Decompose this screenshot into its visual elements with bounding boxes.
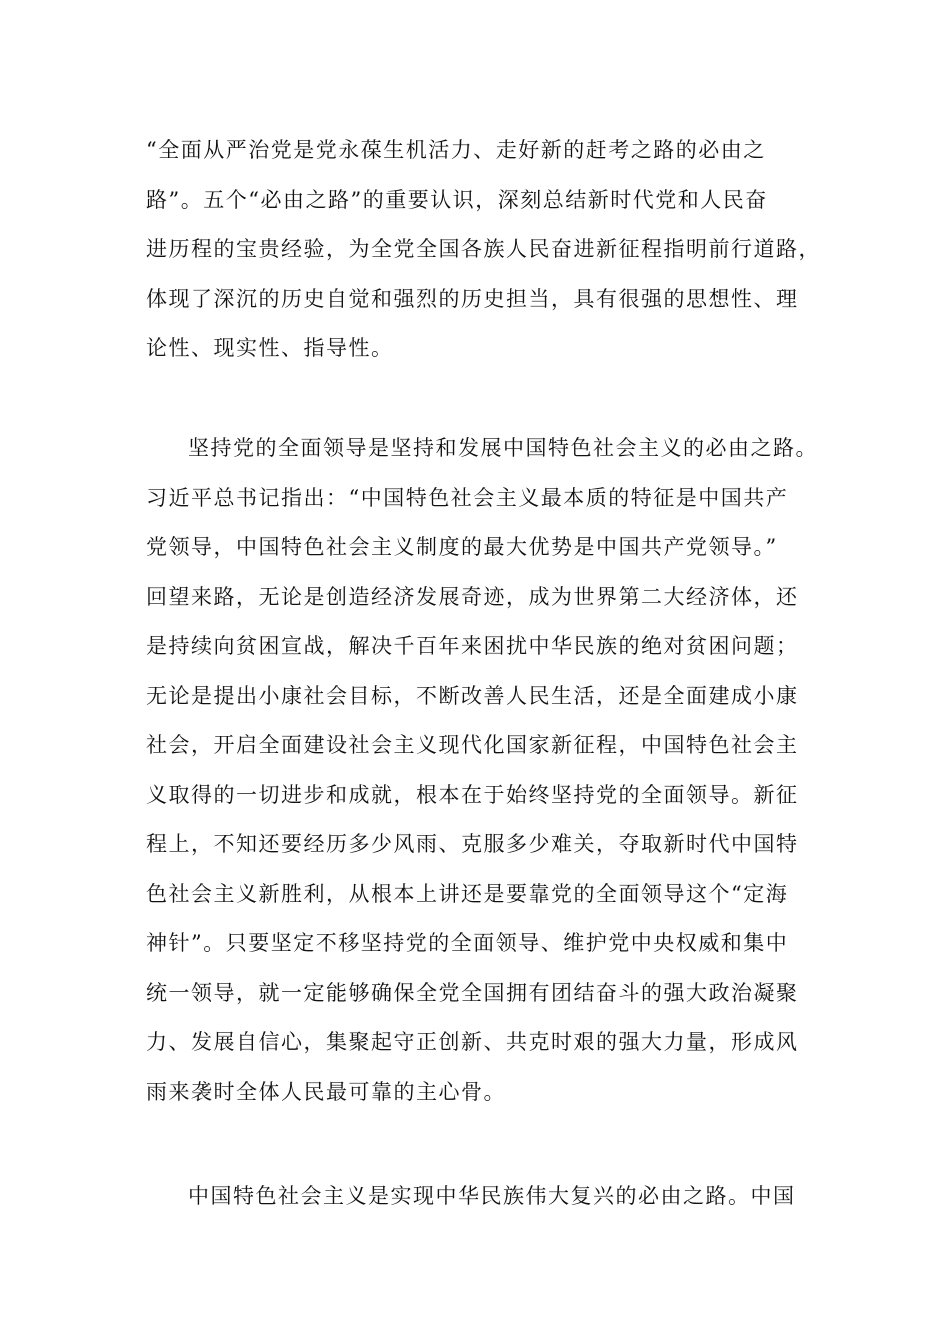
paragraph-3 [146, 1172, 826, 1222]
paragraph-2-line-11: 神针”。只要坚定不移坚持党的全面领导、维护党中央权威和集中 [146, 931, 789, 955]
paragraph-2-line-1: 坚持党的全面领导是坚持和发展中国特色社会主义的必由之路。 [188, 436, 818, 460]
paragraph-2-line-8: 义取得的一切进步和成就，根本在于始终坚持党的全面领导。新征 [146, 782, 799, 807]
paragraph-2-line-12: 统一领导，就一定能够确保全党全国拥有团结奋斗的强大政治凝聚 [146, 980, 799, 1005]
paragraph-1-line-4: 体现了深沉的历史自觉和强烈的历史担当，具有很强的思想性、理 [146, 286, 799, 311]
paragraph-1 [146, 126, 826, 374]
paragraph-2-line-14: 雨来袭时全体人民最可靠的主心骨。 [146, 1079, 506, 1104]
paragraph-2-line-5: 是持续向贫困宣战，解决千百年来困扰中华民族的绝对贫困问题； [146, 634, 799, 658]
paragraph-2 [146, 424, 826, 1117]
paragraph-2-line-4: 回望来路，无论是创造经济发展奇迹，成为世界第二大经济体，还 [146, 584, 799, 609]
paragraph-2-line-10: 色社会主义新胜利，从根本上讲还是要靠党的全面领导这个“定海 [146, 881, 789, 906]
paragraph-2-line-7: 社会，开启全面建设社会主义现代化国家新征程，中国特色社会主 [146, 733, 799, 757]
paragraph-2-line-3: 党领导，中国特色社会主义制度的最大优势是中国共产党领导。” [146, 535, 778, 559]
paragraph-2-line-2: 习近平总书记指出：“中国特色社会主义最本质的特征是中国共产 [146, 485, 789, 510]
paragraph-1-line-2: 路”。五个“必由之路”的重要认识，深刻总结新时代党和人民奋 [146, 187, 768, 212]
paragraph-1-line-3: 进历程的宝贵经验，为全党全国各族人民奋进新征程指明前行道路， [146, 237, 821, 261]
paragraph-1-line-1: “全面从严治党是党永葆生机活力、走好新的赶考之路的必由之 [146, 138, 766, 162]
paragraph-2-line-6: 无论是提出小康社会目标，不断改善人民生活，还是全面建成小康 [146, 683, 799, 708]
paragraph-2-line-13: 力、发展自信心，集聚起守正创新、共克时艰的强大力量，形成风 [146, 1030, 799, 1054]
paragraph-2-line-9: 程上，不知还要经历多少风雨、克服多少难关，夺取新时代中国特 [146, 832, 799, 856]
paragraph-3-line-1: 中国特色社会主义是实现中华民族伟大复兴的必由之路。中国 [188, 1184, 796, 1208]
paragraph-1-line-5: 论性、现实性、指导性。 [146, 336, 394, 360]
